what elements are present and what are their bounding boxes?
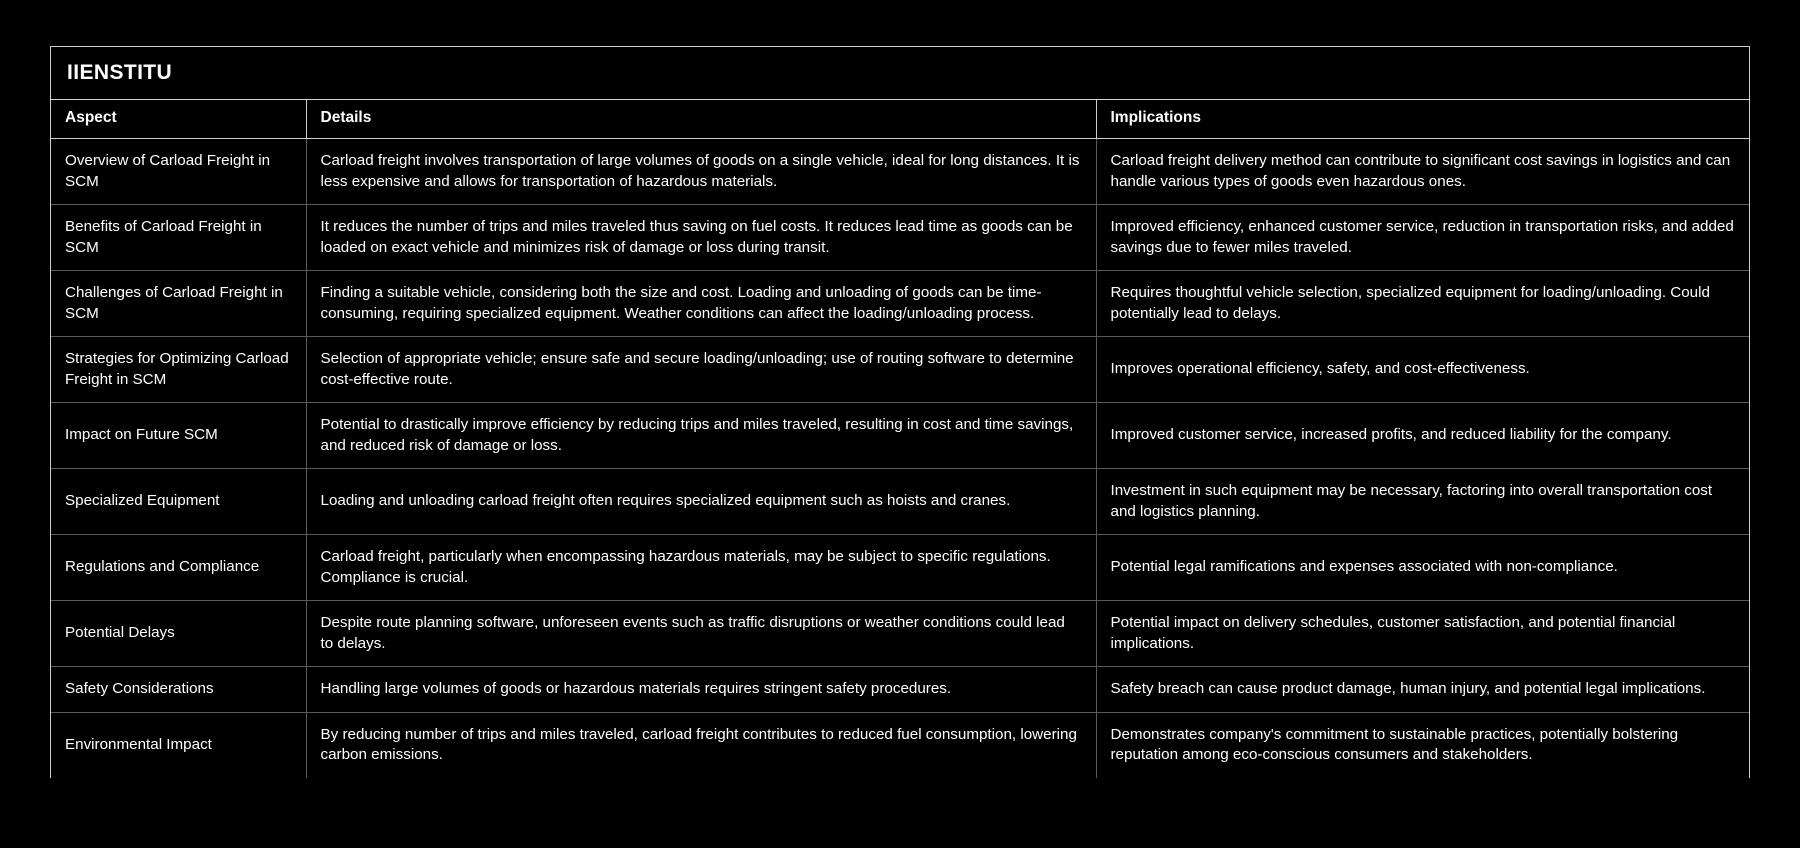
table-row <box>51 403 1749 469</box>
cell-implications: Carload freight delivery method can contribute to significant cost savings in logistics and can handle various types of goods even hazardous ones. <box>1096 139 1749 205</box>
table-body <box>51 139 1749 778</box>
table-row <box>51 271 1749 337</box>
cell-aspect: Potential Delays <box>51 601 306 667</box>
cell-details: Potential to drastically improve efficiency by reducing trips and miles traveled, resulting in cost and time savings, and reduced risk of damage or loss. <box>306 403 1096 469</box>
brand-header <box>51 47 1749 100</box>
cell-details: It reduces the number of trips and miles traveled thus saving on fuel costs. It reduces lead time as goods can be loaded on exact vehicle and minimizes risk of damage or loss during transit. <box>306 205 1096 271</box>
column-header-details: Details <box>306 100 1096 139</box>
column-header-aspect: Aspect <box>51 100 306 139</box>
table-row <box>51 535 1749 601</box>
cell-aspect: Safety Considerations <box>51 667 306 713</box>
table-row <box>51 469 1749 535</box>
cell-implications: Safety breach can cause product damage, human injury, and potential legal implications. <box>1096 667 1749 713</box>
brand-title: IIENSTITU <box>67 61 173 84</box>
cell-aspect: Strategies for Optimizing Carload Freight in SCM <box>51 337 306 403</box>
cell-implications: Demonstrates company's commitment to sustainable practices, potentially bolstering reputation among eco-conscious consumers and stakeholders. <box>1110 725 1679 764</box>
table-header <box>51 100 1749 139</box>
table-row <box>51 712 1749 778</box>
cell-implications: Potential legal ramifications and expenses associated with non-compliance. <box>1096 535 1749 601</box>
cell-implications: Improved efficiency, enhanced customer service, reduction in transportation risks, and added savings due to fewer miles traveled. <box>1096 205 1749 271</box>
cell-details: Finding a suitable vehicle, considering both the size and cost. Loading and unloading of goods can be time-consuming, requiring specialized equipment. Weather conditions can affect the loading/unloading process. <box>306 271 1096 337</box>
cell-implications: Improves operational efficiency, safety, and cost-effectiveness. <box>1096 337 1749 403</box>
cell-details: By reducing number of trips and miles traveled, carload freight contributes to reduced fuel consumption, lowering carbon emissions. <box>306 712 1096 778</box>
table-row <box>51 139 1749 205</box>
cell-implications: Potential impact on delivery schedules, customer satisfaction, and potential financial implications. <box>1096 601 1749 667</box>
cell-details: Carload freight, particularly when encompassing hazardous materials, may be subject to specific regulations. Compliance is crucial. <box>306 535 1096 601</box>
cell-details: Selection of appropriate vehicle; ensure safe and secure loading/unloading; use of routing software to determine cost-effective route. <box>306 337 1096 403</box>
table-row <box>51 667 1749 713</box>
cell-aspect: Benefits of Carload Freight in SCM <box>51 205 306 271</box>
cell-aspect: Specialized Equipment <box>51 469 306 535</box>
content-card <box>50 46 1750 778</box>
cell-implications: Investment in such equipment may be necessary, factoring into overall transportation cost and logistics planning. <box>1096 469 1749 535</box>
column-header-implications: Implications <box>1096 100 1749 139</box>
table-row <box>51 205 1749 271</box>
table-row <box>51 601 1749 667</box>
cell-aspect: Impact on Future SCM <box>51 403 306 469</box>
table-header-row <box>51 100 1749 139</box>
cell-implications: Improved customer service, increased profits, and reduced liability for the company. <box>1096 403 1749 469</box>
cell-aspect: Challenges of Carload Freight in SCM <box>51 271 306 337</box>
cell-implications: Requires thoughtful vehicle selection, specialized equipment for loading/unloading. Could potentially lead to delays. <box>1096 271 1749 337</box>
cell-aspect: Overview of Carload Freight in SCM <box>51 139 306 205</box>
cell-details: Despite route planning software, unforeseen events such as traffic disruptions or weather conditions could lead to delays. <box>306 601 1096 667</box>
cell-aspect: Environmental Impact <box>51 712 306 778</box>
cell-details: Carload freight involves transportation of large volumes of goods on a single vehicle, ideal for long distances. It is less expensive and allows for transportation of hazardous materials. <box>306 139 1096 205</box>
cell-aspect: Regulations and Compliance <box>51 535 306 601</box>
carload-freight-table <box>51 100 1749 778</box>
cell-details: Handling large volumes of goods or hazardous materials requires stringent safety procedures. <box>306 667 1096 713</box>
table-row <box>51 337 1749 403</box>
cell-details: Loading and unloading carload freight often requires specialized equipment such as hoists and cranes. <box>306 469 1096 535</box>
